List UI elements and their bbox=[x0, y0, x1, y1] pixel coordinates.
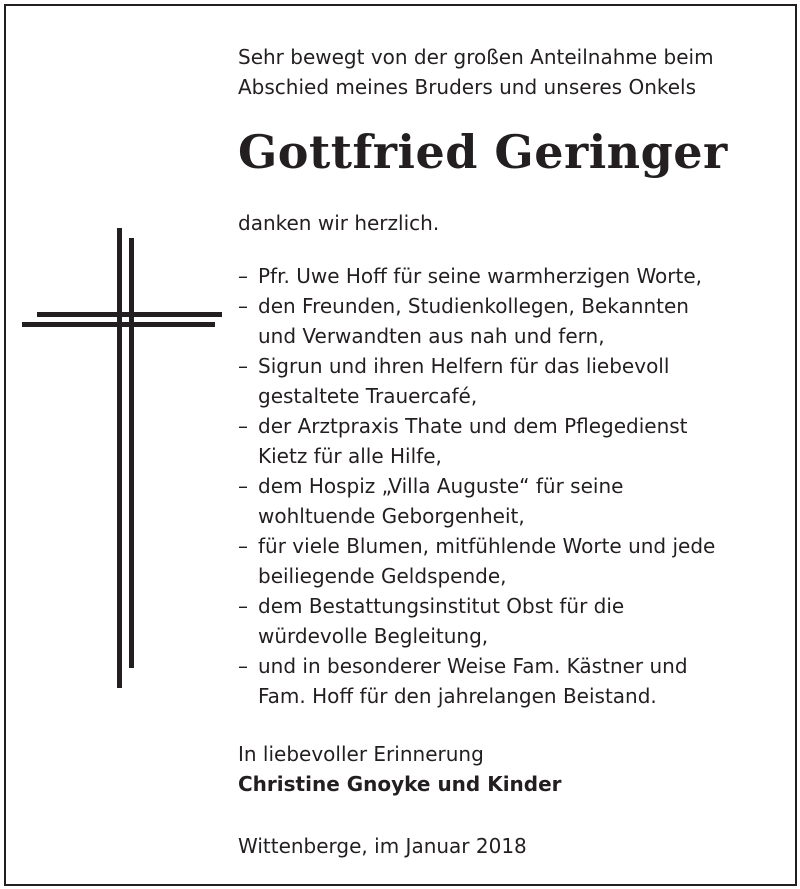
intro-text bbox=[238, 42, 778, 102]
list-item bbox=[238, 261, 778, 291]
list-item-text: der Arztpraxis Thate und dem Pflegedienst bbox=[258, 414, 688, 438]
thanks-list bbox=[238, 261, 778, 711]
thanks-line: danken wir herzlich. bbox=[238, 211, 440, 235]
list-item-text: und Verwandten aus nah und fern, bbox=[258, 324, 605, 348]
list-item-text: und in besonderer Weise Fam. Kästner und bbox=[258, 654, 688, 678]
dash-bullet: – bbox=[238, 654, 248, 678]
dash-bullet: – bbox=[238, 414, 248, 438]
dash-bullet: – bbox=[238, 264, 248, 288]
list-item-text: wohltuende Geborgenheit, bbox=[258, 504, 525, 528]
list-item-text: beiliegende Geldspende, bbox=[258, 564, 507, 588]
list-item-text: für viele Blumen, mitfühlende Worte und jede bbox=[258, 534, 716, 558]
list-item bbox=[238, 651, 778, 711]
list-item-text: Fam. Hoff für den jahrelangen Beistand. bbox=[258, 684, 657, 708]
deceased-name: Gottfried Geringer bbox=[238, 125, 728, 179]
list-item bbox=[238, 411, 778, 471]
list-item-text: Sigrun und ihren Helfern für das liebevoll bbox=[258, 354, 670, 378]
dash-bullet: – bbox=[238, 354, 248, 378]
place-date: Wittenberge, im Januar 2018 bbox=[238, 834, 527, 858]
list-item bbox=[238, 351, 778, 411]
intro-line: Sehr bewegt von der großen Anteilnahme beim bbox=[238, 45, 714, 69]
list-item-text: den Freunden, Studienkollegen, Bekannten bbox=[258, 294, 689, 318]
list-item-text: dem Hospiz „Villa Auguste“ für seine bbox=[258, 474, 624, 498]
list-item-text: Kietz für alle Hilfe, bbox=[258, 444, 442, 468]
dash-bullet: – bbox=[238, 534, 248, 558]
dash-bullet: – bbox=[238, 294, 248, 318]
list-item-text: Pfr. Uwe Hoff für seine warmherzigen Worte, bbox=[258, 264, 703, 288]
list-item bbox=[238, 291, 778, 351]
signature: Christine Gnoyke und Kinder bbox=[238, 772, 562, 796]
list-item bbox=[238, 531, 778, 591]
list-item bbox=[238, 591, 778, 651]
notice-text bbox=[238, 42, 778, 861]
list-item-text: gestaltete Trauercafé, bbox=[258, 384, 478, 408]
list-item-text: dem Bestattungsinstitut Obst für die bbox=[258, 594, 625, 618]
dash-bullet: – bbox=[238, 474, 248, 498]
list-item bbox=[238, 471, 778, 531]
closing-line: In liebevoller Erinnerung bbox=[238, 742, 484, 766]
intro-line: Abschied meines Bruders und unseres Onkels bbox=[238, 75, 697, 99]
dash-bullet: – bbox=[238, 594, 248, 618]
list-item-text: würdevolle Begleitung, bbox=[258, 624, 489, 648]
